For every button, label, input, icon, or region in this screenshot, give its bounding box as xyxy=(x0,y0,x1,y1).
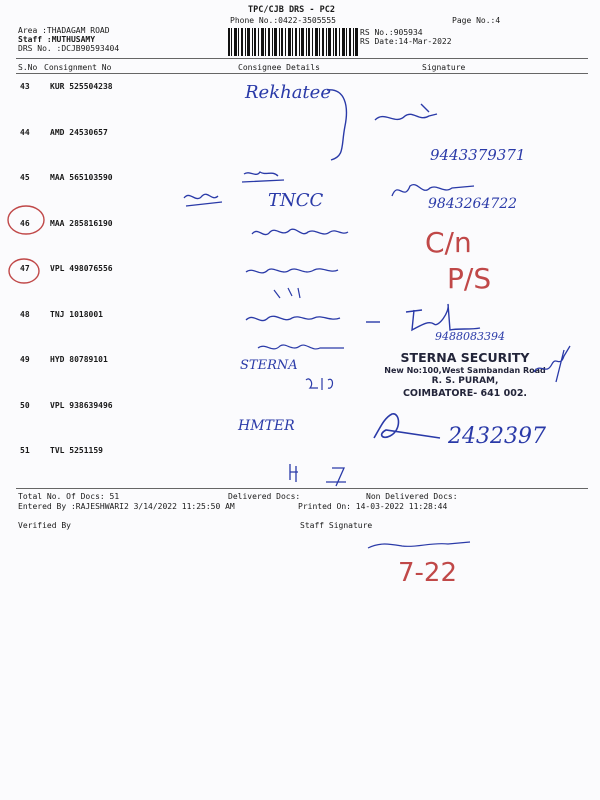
row-consignment: AMD 24530657 xyxy=(50,128,108,137)
report-title: TPC/CJB DRS - PC2 xyxy=(248,5,335,15)
footer-rule xyxy=(16,488,588,489)
handwritten-name-r43: Rekhatee xyxy=(245,82,331,103)
row-sno: 44 xyxy=(20,128,30,137)
col-consignment: Consignment No xyxy=(44,63,112,72)
stamp-company-name: STERNA SECURITY xyxy=(400,350,530,365)
total-docs: Total No. Of Docs: 51 xyxy=(18,492,120,501)
row-consignment: MAA 565103590 xyxy=(50,173,113,182)
red-handwritten-note: 7-22 xyxy=(398,558,458,588)
staff-label: Staff :MUTHUSAMY xyxy=(18,35,96,44)
stamp-city: COIMBATORE- 641 002. xyxy=(402,388,528,399)
tamil-script-r47 xyxy=(244,262,344,302)
page-number: Page No.:4 xyxy=(452,16,501,25)
rs-number: RS No.:905934 xyxy=(360,28,423,37)
area-label: Area :THADAGAM ROAD xyxy=(18,26,110,35)
signature-r50 xyxy=(370,408,450,448)
header-rule-bottom xyxy=(16,73,588,74)
barcode xyxy=(228,28,358,56)
entered-by: Entered By :RAJESHWARI2 3/14/2022 11:25:50 AM xyxy=(18,502,235,511)
delivered-docs: Delivered Docs: xyxy=(228,492,301,501)
handwritten-name-r49: STERNA xyxy=(240,358,298,373)
row-sno: 48 xyxy=(20,310,30,319)
mark-r51 xyxy=(288,460,368,488)
row-consignment: TNJ 1018001 xyxy=(50,310,103,319)
header-rule-top xyxy=(16,58,588,59)
row-consignment: MAA 285816190 xyxy=(50,219,113,228)
row-sno: 47 xyxy=(20,264,30,273)
tamil-script-r49 xyxy=(256,338,366,358)
handwritten-number-r50: 2432397 xyxy=(448,424,546,449)
rs-date: RS Date:14-Mar-2022 xyxy=(360,37,452,46)
row-sno: 51 xyxy=(20,446,30,455)
handwritten-name-r45: TNCC xyxy=(268,190,324,211)
row-consignment: VPL 938639496 xyxy=(50,401,113,410)
row-consignment: HYD 80789101 xyxy=(50,355,108,364)
mark-r49 xyxy=(304,376,344,396)
row-sno: 49 xyxy=(20,355,30,364)
red-circle-marks xyxy=(4,202,50,292)
col-sno: S.No xyxy=(18,63,38,72)
handwritten-phone-r48: 9488083394 xyxy=(435,330,505,343)
printed-on: Printed On: 14-03-2022 11:28:44 xyxy=(298,502,448,511)
red-mark-r46: C/n xyxy=(425,226,472,259)
red-mark-r47: P/S xyxy=(447,262,492,295)
row-sno: 43 xyxy=(20,82,30,91)
staff-signature-scribble xyxy=(366,530,476,560)
row-consignment: VPL 498076556 xyxy=(50,264,113,273)
stamp-address-line: New No:100,West Sambandan Road xyxy=(384,366,546,375)
handwritten-phone-r45: 9843264722 xyxy=(428,196,518,212)
signature-r49 xyxy=(530,342,580,388)
row-consignment: TVL 5251159 xyxy=(50,446,103,455)
row-sno: 45 xyxy=(20,173,30,182)
tamil-script-r46 xyxy=(250,220,350,244)
row-sno: 50 xyxy=(20,401,30,410)
staff-signature-label: Staff Signature xyxy=(300,521,373,530)
phone-number: Phone No.:0422-3505555 xyxy=(230,16,336,25)
handwritten-phone-r44: 9443379371 xyxy=(430,146,526,164)
col-signature: Signature xyxy=(422,63,466,72)
handwritten-name-r50: HMTER xyxy=(238,418,295,434)
verified-by-label: Verified By xyxy=(18,521,71,530)
stamp-locality: R. S. PURAM, xyxy=(431,376,499,386)
row-sno: 46 xyxy=(20,219,30,228)
row-consignment: KUR 525504238 xyxy=(50,82,113,91)
drs-number: DRS No. :DCJB90593404 xyxy=(18,44,120,53)
col-consignee: Consignee Details xyxy=(238,63,320,72)
non-delivered-docs: Non Delivered Docs: xyxy=(366,492,458,501)
